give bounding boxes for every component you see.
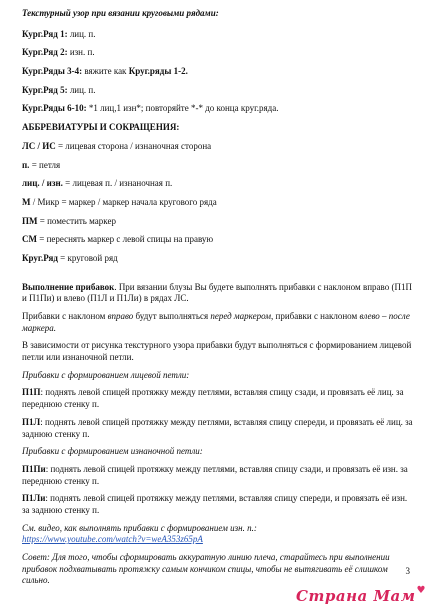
- purl-loop-heading: Прибавки с формированием изнаночной петли:: [22, 446, 203, 457]
- abbr-def: = петля: [29, 159, 61, 170]
- increase-text: : поднять левой спицей протяжку между петлями, вставляя спицу сзади, и провязать её лиц. за переднюю стенку п.: [22, 387, 404, 410]
- row-text: лиц. п.: [67, 84, 96, 95]
- text-run: , прибавки с наклоном: [271, 311, 360, 321]
- abbr-def: / Микр = маркер / маркер начала кругового ряда: [30, 196, 217, 207]
- page-number: 3: [405, 566, 410, 576]
- row-label: Кург.Ряды 3-4:: [22, 66, 83, 77]
- abbr-item: [22, 197, 414, 209]
- video-note: См. видео, как выполнять прибавки с формированием изн. п.:: [22, 522, 257, 533]
- row-label: Кург.Ряд 2:: [22, 47, 68, 58]
- pattern-row-4: [22, 85, 414, 97]
- increase-lead-text: . При вязании блузы Вы будете выполнять прибавки с наклоном вправо (П1П и П1Пи) и влево (П1Л и П1Ли) в рядах ЛС.: [22, 281, 412, 304]
- row-label: Кург.Ряды 6-10:: [22, 103, 87, 114]
- increase-lead: Выполнение прибавок: [22, 281, 115, 292]
- front-loop-heading: Прибавки с формированием лицевой петли:: [22, 369, 190, 380]
- increase-term: П1П: [22, 387, 41, 398]
- abbr-term: п.: [22, 159, 30, 170]
- abbr-item: [22, 178, 414, 190]
- abbr-term: СМ: [22, 234, 37, 245]
- row-label: Кург.Ряд 5:: [22, 84, 68, 95]
- document-page: [22, 8, 414, 593]
- text-run: влево – после маркера.: [22, 311, 410, 333]
- abbr-term: ЛС / ИС: [22, 140, 56, 151]
- increase-text: : поднять левой спицей протяжку между петлями, вставляя спицу сзади, и провязать её изн. за переднюю стенку п.: [22, 463, 408, 486]
- increase-text: : поднять левой спицей протяжку между петлями, вставляя спицу спереди, и провязать её лиц. за заднюю стенку п.: [22, 416, 413, 439]
- increase-term: П1Л: [22, 416, 41, 427]
- abbr-def: = поместить маркер: [37, 215, 116, 226]
- abbreviations-heading: АББРЕВИАТУРЫ И СОКРАЩЕНИЯ:: [22, 122, 180, 133]
- abbr-term: лиц. / изн.: [22, 178, 63, 189]
- row-label: Кург.Ряд 1:: [22, 28, 68, 39]
- abbr-term: Круг.Ряд: [22, 252, 58, 263]
- increase-item: [22, 464, 414, 487]
- watermark-logo: [296, 584, 426, 607]
- row-text: лиц. п.: [67, 28, 96, 39]
- row-label-ref: Круг.ряды 1-2.: [128, 66, 188, 77]
- tip-text: Совет: Для того, чтобы сформировать аккуратную линию плеча, старайтесь при выполнении прибавок подхватывать протяжку самым кончиком спицы, чтобы не вытягивать её слишком сильно.: [22, 552, 390, 586]
- abbr-term: М: [22, 196, 31, 207]
- heart-icon: ♥: [416, 584, 426, 596]
- increase-term: П1Ли: [22, 493, 46, 504]
- pattern-title: Текстурный узор при вязании круговыми рядами:: [22, 8, 219, 18]
- abbr-term: ПМ: [22, 215, 38, 226]
- video-link[interactable]: https://www.youtube.com/watch?v=weA353z65pA: [22, 534, 203, 545]
- increase-intro: [22, 282, 414, 305]
- abbr-item: [22, 160, 414, 172]
- abbr-def: = лицевая сторона / изнаночная сторона: [55, 140, 212, 151]
- increase-dependency: В зависимости от рисунка текстурного узора прибавки будут выполняться с формированием лицевой петли или изнаночной петли.: [22, 340, 412, 363]
- row-text: изн. п.: [67, 47, 95, 58]
- increase-item: [22, 493, 414, 516]
- row-text: *1 лиц,1 изн*; повторяйте *-* до конца круг.ряда.: [86, 103, 279, 114]
- increase-text: : поднять левой спицей протяжку между петлями, вставляя спицу спереди, и провязать её изн. за заднюю стенку п.: [22, 493, 408, 515]
- pattern-row-3: [22, 66, 414, 78]
- text-run: перед маркером: [210, 311, 272, 321]
- abbr-item: [22, 253, 414, 265]
- abbr-def: = круговой ряд: [57, 252, 118, 263]
- abbr-item: [22, 141, 414, 153]
- video-link-line: [22, 534, 414, 546]
- text-run: Прибавки с наклоном: [22, 311, 108, 321]
- increase-item: [22, 417, 414, 440]
- increase-term: П1Пи: [22, 463, 46, 474]
- abbr-item: [22, 234, 414, 246]
- watermark-text: Страна Мам: [296, 586, 416, 605]
- pattern-row-1: [22, 29, 414, 41]
- text-run: вправо: [107, 311, 134, 321]
- abbr-def: = лицевая п. / изнаночная п.: [62, 178, 173, 189]
- text-run: будут выполняться: [133, 311, 211, 321]
- pattern-row-5: [22, 103, 414, 115]
- increase-direction: [22, 311, 414, 334]
- row-text: вяжите как: [82, 66, 129, 77]
- abbr-item: [22, 216, 414, 228]
- pattern-row-2: [22, 47, 414, 59]
- abbr-def: = переснять маркер с левой спицы на правую: [37, 234, 214, 245]
- increase-item: [22, 387, 414, 410]
